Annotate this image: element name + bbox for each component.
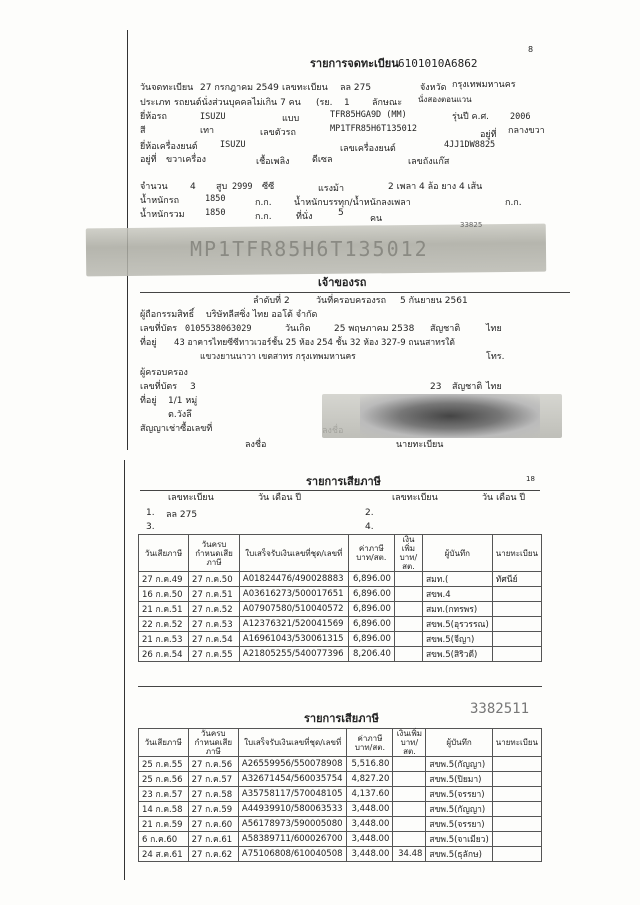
holder-label: ผู้ครอบครอง	[140, 368, 188, 378]
tape-chassis-text: MP1TFR85H6T135012	[190, 237, 429, 261]
cc-label: ซีซี	[262, 182, 275, 192]
engine-loc-label: อยู่ที่	[140, 155, 157, 165]
tax1-cell-receipt-no: A12376321/520041569	[239, 617, 348, 632]
tax1-stamp-no: 3382511	[470, 701, 530, 717]
tax2-cell-pay-date: 25 ก.ค.56	[139, 772, 189, 787]
tax2-cell-tax-amount: 5,516.80	[347, 757, 393, 772]
engine-brand-label: ยี่ห้อเครื่องยนต์	[140, 142, 198, 152]
tax1-sub-date-2: วัน เดือน ปี	[482, 493, 526, 503]
owner-id-value: 0105538063029	[185, 324, 252, 334]
tax1-cell-tax-amount: 6,896.00	[348, 602, 394, 617]
tax1-cell-recorder: สขพ.5(จีญา)	[422, 632, 492, 647]
engine-loc-value: ขวาเครื่อง	[166, 155, 206, 165]
reg-no-value: ลล 275	[340, 83, 372, 93]
tax2-cell-surcharge	[393, 817, 426, 832]
sign2-suffix: นายทะเบียน	[396, 440, 444, 450]
holder-id-value: 3	[190, 382, 196, 392]
tax2-cell-due-date: 27 ก.ค.61	[188, 832, 238, 847]
tax1-row	[139, 632, 542, 647]
tax2-cell-pay-date: 23 ก.ค.57	[139, 787, 189, 802]
tax2-cell-receipt-no: A32671454/560035754	[238, 772, 347, 787]
tax1-mark-4: 4.	[365, 522, 374, 532]
tax2-cell-recorder: สขพ.5(กัญญา)	[426, 802, 492, 817]
contract-label: สัญญาเช่าซื้อเลขที่	[140, 424, 213, 434]
tax2-cell-surcharge	[393, 772, 426, 787]
tax1-cell-pay-date: 22 ก.ค.52	[139, 617, 189, 632]
tax2-header-row	[139, 729, 542, 757]
weight-label: น้ำหนักรถ	[140, 196, 180, 206]
tax2-col-duedate: วันครบกำหนดเสียภาษี	[188, 729, 238, 757]
gross-label: น้ำหนักรวม	[140, 210, 185, 220]
tax2-row	[139, 787, 542, 802]
tax1-title: รายการเสียภาษี	[306, 475, 381, 488]
tax2-cell-pay-date: 24 ส.ค.61	[139, 847, 189, 862]
tax1-cell-recorder: สขพ.5(อุรวรรณ)	[422, 617, 492, 632]
tax1-table	[138, 534, 542, 662]
year-value: 2006	[510, 112, 531, 122]
holder-birth-frag: 23	[430, 382, 442, 392]
color-value: เทา	[200, 126, 215, 136]
tax1-sub-reg-1: เลขทะเบียน	[168, 493, 214, 503]
tax1-col-tax: ค่าภาษี บาท/สต.	[348, 535, 394, 572]
tax1-cell-receipt-no: A07907580/510040572	[239, 602, 348, 617]
weight-value: 1850	[205, 194, 226, 204]
tax1-cell-registrar	[492, 617, 541, 632]
page-number: 8	[528, 45, 534, 54]
qty-value: 4	[190, 182, 196, 192]
chassis-label: เลขตัวรถ	[260, 128, 296, 138]
tax2-cell-surcharge	[393, 787, 426, 802]
owner-birth-label: วันเกิด	[285, 324, 311, 334]
tax1-cell-surcharge	[394, 632, 422, 647]
owner-tel-label: โทร.	[486, 352, 505, 362]
type-label: ประเภท	[140, 98, 171, 108]
tax1-header-row	[139, 535, 542, 572]
tax2-cell-due-date: 27 ก.ค.58	[188, 787, 238, 802]
tax1-mark-reg: ลล 275	[166, 510, 198, 520]
tax1-cell-surcharge	[394, 617, 422, 632]
tax1-cell-registrar	[492, 647, 541, 662]
tax2-cell-tax-amount: 3,448.00	[347, 802, 393, 817]
tax2-col-tax: ค่าภาษี บาท/สต.	[347, 729, 393, 757]
tax2-cell-due-date: 27 ก.ค.59	[188, 802, 238, 817]
brand-value: ISUZU	[200, 112, 226, 122]
tax2-cell-receipt-no: A35758117/570048105	[238, 787, 347, 802]
tax2-cell-tax-amount: 4,827.20	[347, 772, 393, 787]
tax2-cell-registrar	[492, 817, 541, 832]
tax1-cell-registrar: ทัศนีย์	[492, 572, 541, 587]
feature-label: ลักษณะ	[372, 98, 403, 108]
tax1-cell-recorder: สมท.(	[422, 572, 492, 587]
tax2-cell-surcharge	[393, 832, 426, 847]
owner-nation-value: ไทย	[486, 324, 502, 334]
tax2-row	[139, 847, 542, 862]
rs-value: 1	[344, 98, 350, 108]
tax2-row	[139, 832, 542, 847]
tax2-cell-due-date: 27 ก.ค.62	[188, 847, 238, 862]
province-label: จังหวัด	[420, 83, 447, 93]
tax1-row	[139, 647, 542, 662]
tax2-cell-receipt-no: A56178973/590005080	[238, 817, 347, 832]
tax1-cell-pay-date: 26 ก.ค.54	[139, 647, 189, 662]
registration-number: 6101010А6862	[398, 57, 478, 70]
owner-date-label: วันที่ครอบครองรถ	[316, 296, 387, 306]
owner-id-label: เลขที่บัตร	[140, 324, 178, 334]
tax2-cell-registrar	[492, 787, 541, 802]
engine-no-label: เลขเครื่องยนต์	[340, 144, 396, 154]
tax1-mark-1: 1.	[146, 508, 155, 518]
gross-kg: ก.ก.	[255, 212, 272, 222]
owner-seq-value: 2	[284, 296, 290, 306]
tax1-cell-receipt-no: A21805255/540077396	[239, 647, 348, 662]
holder-addr-value: 1/1 หมู่	[168, 396, 198, 406]
engine-no-value: 4JJ1DW8825	[444, 140, 496, 150]
owner-addr-value: 43 อาคารไทยซีซีทาวเวอร์ชั้น 25 ห้อง 254 ชั้น 32 ห้อง 327-9 ถนนสาทรใต้	[174, 338, 455, 348]
holder-addr-label: ที่อยู่	[140, 396, 157, 406]
rs-label: (รย.	[316, 98, 333, 108]
tax1-cell-recorder: สขพ.5(สิริวดี)	[422, 647, 492, 662]
tax1-cell-tax-amount: 6,896.00	[348, 632, 394, 647]
tax1-cell-registrar	[492, 632, 541, 647]
tax1-row	[139, 617, 542, 632]
fuel-value: ดีเซล	[312, 155, 333, 165]
weight-kg: ก.ก.	[255, 198, 272, 208]
tax1-cell-pay-date: 27 ก.ค.49	[139, 572, 189, 587]
holder-nation-label: สัญชาติ	[452, 382, 483, 392]
tax2-cell-tax-amount: 4,137.60	[347, 787, 393, 802]
tax1-row	[139, 602, 542, 617]
tax2-cell-pay-date: 25 ก.ค.55	[139, 757, 189, 772]
type-value: รถยนต์นั่งส่วนบุคคลไม่เกิน 7 คน	[174, 98, 301, 108]
engine-brand-value: ISUZU	[220, 140, 246, 150]
tax2-cell-recorder: สขพ.5(ปิยมา)	[426, 772, 492, 787]
owner-nation-label: สัญชาติ	[430, 324, 461, 334]
tax1-side-no: 18	[526, 475, 535, 483]
tax1-cell-registrar	[492, 602, 541, 617]
tax1-cell-registrar	[492, 587, 541, 602]
tax2-col-paydate: วันเสียภาษี	[139, 729, 189, 757]
location-label: อยู่ที่	[480, 130, 497, 140]
tax1-cell-surcharge	[394, 647, 422, 662]
tax2-cell-registrar	[492, 772, 541, 787]
tax1-col-paydate: วันเสียภาษี	[139, 535, 189, 572]
reg-date-value: 27 กรกฎาคม 2549	[200, 83, 279, 93]
tax1-bottom-line	[138, 686, 542, 687]
owner-birth-value: 25 พฤษภาคม 2538	[334, 324, 415, 334]
tax2-cell-recorder: สขพ.5(ธุลักษ)	[426, 847, 492, 862]
location-value: กลางขวา	[508, 126, 545, 136]
tax1-row	[139, 572, 542, 587]
tax1-cell-tax-amount: 8,206.40	[348, 647, 394, 662]
fuel-label: เชื้อเพลิง	[256, 157, 290, 167]
tax1-cell-receipt-no: A03616273/500017651	[239, 587, 348, 602]
province-value: กรุงเทพมหานคร	[452, 80, 516, 90]
owner-name-value: บริษัทลีสซิ่ง ไทย ออโต้ จำกัด	[206, 310, 318, 320]
chassis-value: MP1TFR85H6T135012	[330, 124, 417, 134]
tax1-cell-surcharge	[394, 587, 422, 602]
tax2-col-receipt: ใบเสร็จรับเงินเลขที่ชุด/เลขที่	[238, 729, 347, 757]
tax2-cell-tax-amount: 3,448.00	[347, 847, 393, 862]
gross-value: 1850	[205, 208, 226, 218]
sign-label: ลงชื่อ	[245, 440, 267, 450]
model-value: TFR85HGA9D (MM)	[330, 110, 407, 120]
tax2-cell-registrar	[492, 832, 541, 847]
tax1-col-receipt: ใบเสร็จรับเงินเลขที่ชุด/เลขที่	[239, 535, 348, 572]
tax1-col-recorder: ผู้บันทึก	[422, 535, 492, 572]
tax2-cell-surcharge	[393, 757, 426, 772]
tax1-mark-3: 3.	[146, 522, 155, 532]
owner-addr-label: ที่อยู่	[140, 338, 157, 348]
cyl-label: สูบ	[216, 182, 228, 192]
seat-value: 5	[338, 208, 344, 218]
tax2-row	[139, 802, 542, 817]
model-label: แบบ	[282, 114, 300, 124]
axle-value: 2 เพลา 4 ล้อ ยาง 4 เส้น	[388, 182, 483, 192]
tax1-cell-recorder: สมท.(กทรพร)	[422, 602, 492, 617]
tax2-cell-recorder: สขพ.5(จรรยา)	[426, 817, 492, 832]
tax1-cell-due-date: 27 ก.ค.52	[189, 602, 240, 617]
tax2-col-registrar: นายทะเบียน	[492, 729, 541, 757]
tax2-cell-surcharge: 34.48	[393, 847, 426, 862]
tax2-cell-recorder: สขพ.5(จรรยา)	[426, 787, 492, 802]
tax2-cell-tax-amount: 3,448.00	[347, 817, 393, 832]
tax1-cell-due-date: 27 ก.ค.53	[189, 617, 240, 632]
tax1-cell-pay-date: 16 ก.ค.50	[139, 587, 189, 602]
tax1-cell-tax-amount: 6,896.00	[348, 587, 394, 602]
tax2-cell-due-date: 27 ก.ค.56	[188, 757, 238, 772]
tax2-cell-due-date: 27 ก.ค.60	[188, 817, 238, 832]
tax1-cell-tax-amount: 6,896.00	[348, 617, 394, 632]
tax2-cell-pay-date: 6 ก.ค.60	[139, 832, 189, 847]
tax1-sub-date-1: วัน เดือน ปี	[258, 493, 302, 503]
tax2-table	[138, 728, 542, 862]
holder-nation-value: ไทย	[486, 382, 502, 392]
tape-side-number: 33825	[460, 221, 483, 229]
feature-value: นั่งสองตอนแวน	[418, 95, 472, 104]
tax1-mark-2: 2.	[365, 508, 374, 518]
cc-value: 2999	[232, 182, 253, 192]
tax2-col-recorder: ผู้บันทึก	[426, 729, 492, 757]
tax2-cell-receipt-no: A44939910/580063533	[238, 802, 347, 817]
tax1-cell-pay-date: 21 ก.ค.51	[139, 602, 189, 617]
brand-label: ยี่ห้อรถ	[140, 112, 167, 122]
tax1-title-line	[140, 490, 540, 491]
tax1-cell-receipt-no: A01824476/490028883	[239, 572, 348, 587]
tax1-row	[139, 587, 542, 602]
load-kg: ก.ก.	[505, 198, 522, 208]
tax2-cell-receipt-no: A58389711/600026700	[238, 832, 347, 847]
tax1-sub-reg-2: เลขทะเบียน	[392, 493, 438, 503]
color-label: สี	[140, 126, 146, 136]
tax2-row	[139, 757, 542, 772]
tax2-col-surcharge: เงินเพิ่ม บาท/สต.	[393, 729, 426, 757]
hp-label: แรงม้า	[318, 184, 345, 194]
tax2-cell-recorder: สขพ.5(กัญญา)	[426, 757, 492, 772]
tax2-cell-registrar	[492, 757, 541, 772]
tax1-cell-surcharge	[394, 572, 422, 587]
owner-title: เจ้าของรถ	[318, 276, 367, 289]
tax1-cell-surcharge	[394, 602, 422, 617]
tax2-cell-recorder: สขพ.5(จาเมียว)	[426, 832, 492, 847]
tax1-cell-due-date: 27 ก.ค.55	[189, 647, 240, 662]
redaction-smudge	[360, 394, 540, 438]
tax1-cell-pay-date: 21 ก.ค.53	[139, 632, 189, 647]
tax2-cell-registrar	[492, 802, 541, 817]
owner-date-value: 5 กันยายน 2561	[400, 296, 468, 306]
reg-date-label: วันจดทะเบียน	[140, 83, 194, 93]
tax1-cell-due-date: 27 ก.ค.50	[189, 572, 240, 587]
reg-no-label: เลขทะเบียน	[282, 83, 328, 93]
tax2-cell-pay-date: 21 ก.ค.59	[139, 817, 189, 832]
load-label: น้ำหนักบรรทุก/น้ำหนักลงเพลา	[294, 198, 411, 208]
tax1-cell-tax-amount: 6,896.00	[348, 572, 394, 587]
tax1-cell-recorder: สขพ.4	[422, 587, 492, 602]
tax2-cell-registrar	[492, 847, 541, 862]
year-label: รุ่นปี ค.ศ.	[452, 112, 490, 122]
tax2-row	[139, 772, 542, 787]
tax2-cell-due-date: 27 ก.ค.57	[188, 772, 238, 787]
tax1-cell-receipt-no: A16961043/530061315	[239, 632, 348, 647]
holder-addr2: ต.วังลึ	[168, 410, 192, 420]
owner-seq-label: ลำดับที่	[253, 296, 282, 306]
tax2-cell-tax-amount: 3,448.00	[347, 832, 393, 847]
tax1-col-duedate: วันครบกำหนดเสียภาษี	[189, 535, 240, 572]
tax1-cell-due-date: 27 ก.ค.54	[189, 632, 240, 647]
qty-label: จำนวน	[140, 182, 168, 192]
tax1-col-surcharge: เงินเพิ่ม บาท/สต.	[394, 535, 422, 572]
tax2-title: รายการเสียภาษี	[304, 712, 379, 725]
persons-label: คน	[370, 214, 383, 224]
tax2-cell-receipt-no: A26559956/550078908	[238, 757, 347, 772]
tax2-cell-receipt-no: A75106808/610040508	[238, 847, 347, 862]
seat-label: ที่นั่ง	[296, 212, 313, 222]
owner-addr2: แขวงยานนาวา เขตสาทร กรุงเทพมหานคร	[200, 352, 356, 362]
left-margin-line-2	[124, 460, 125, 880]
owner-title-line	[140, 292, 570, 293]
tax2-cell-surcharge	[393, 802, 426, 817]
tax2-cell-pay-date: 14 ก.ค.58	[139, 802, 189, 817]
registration-title: รายการจดทะเบียน	[310, 57, 399, 70]
owner-name-label: ผู้ถือกรรมสิทธิ์	[140, 310, 195, 320]
holder-id-label: เลขที่บัตร	[140, 382, 178, 392]
tax1-cell-due-date: 27 ก.ค.51	[189, 587, 240, 602]
gas-label: เลขถังแก๊ส	[408, 157, 450, 167]
tax1-col-registrar: นายทะเบียน	[492, 535, 541, 572]
tax2-row	[139, 817, 542, 832]
